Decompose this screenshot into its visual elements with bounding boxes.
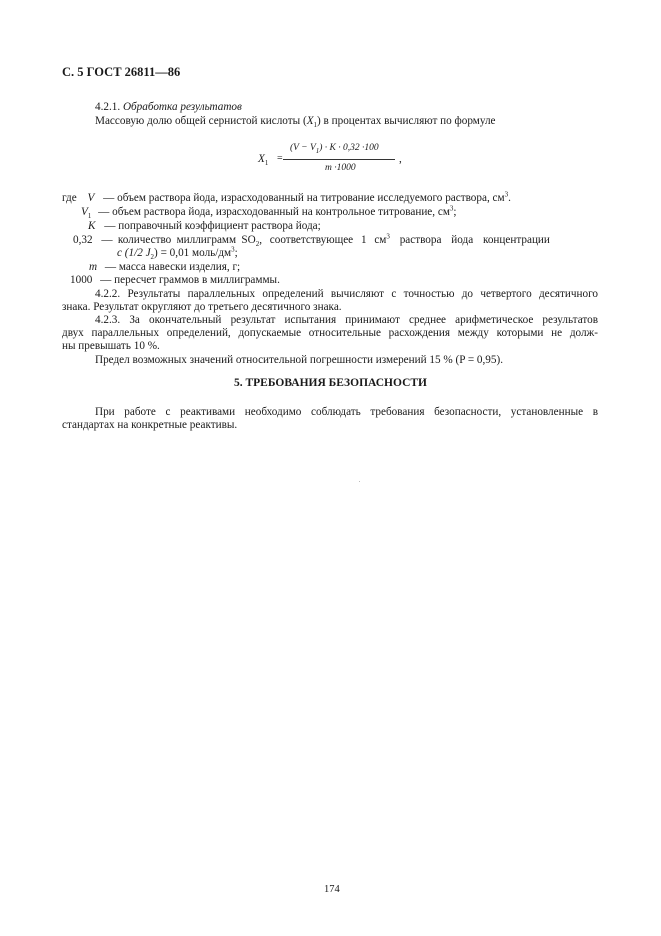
s423-limit: Предел возможных значений относительной погрешности измерений 15 % (P = 0,95). bbox=[95, 354, 504, 366]
page-header: С. 5 ГОСТ 26811—86 bbox=[62, 65, 181, 79]
section-4-2-1-heading bbox=[95, 100, 242, 114]
def-v1: $V_1$ — объем раствора йода, израсходованный на контрольное титрование, $см^3$; bbox=[81, 204, 457, 221]
formula-denominator: m ·1000 bbox=[325, 163, 356, 173]
fraction-bar bbox=[283, 159, 395, 160]
def-concentration: c (1/2 $J_2) = 0,01$ моль/$дм^3$; bbox=[117, 245, 238, 262]
scan-speck bbox=[359, 481, 360, 482]
s423-line2: двух параллельных определений, допускаемые относительные расхождения между которыми не долж- bbox=[62, 327, 598, 339]
def-1000: 1000 — пересчет граммов в миллиграммы. bbox=[70, 274, 280, 286]
formula-intro: Массовую долю общей сернистой кислоты $(X_1)$ в процентах вычисляют по формуле bbox=[95, 115, 496, 130]
def-v: где V — объем раствора йода, израсходованный на титрование исследуемого раствора, $см^3$. bbox=[62, 190, 511, 204]
formula-equals: = bbox=[277, 153, 283, 164]
def-m: m — масса навески изделия, г; bbox=[89, 261, 241, 273]
s423-line1: 4.2.3. За окончательный результат испытания принимают среднее арифметическое результатов bbox=[95, 314, 598, 326]
page-number: 174 bbox=[324, 884, 340, 895]
section-5-title: 5. ТРЕБОВАНИЯ БЕЗОПАСНОСТИ bbox=[233, 377, 428, 389]
section-number: 4.2.1. bbox=[95, 101, 121, 113]
formula-numerator: $(V - V_1) \cdot K \cdot 0,32 \cdot 100$ bbox=[290, 143, 379, 155]
s422-line1: 4.2.2. Результаты параллельных определений вычисляют с точностью до четвертого десятичного bbox=[95, 288, 598, 300]
def-k: K — поправочный коэффициент раствора йода; bbox=[88, 220, 321, 232]
def-0-32: 0,32 — количество миллиграмм $SO_2$, соответствующее 1 $см^3$ раствора йода концентрации bbox=[73, 232, 550, 249]
s423-line3: ны превышать 10 %. bbox=[62, 340, 160, 352]
section-title: Обработка результатов bbox=[122, 101, 242, 113]
section-5-line2: стандартах на конкретные реактивы. bbox=[62, 419, 238, 431]
s422-line2: знака. Результат округляют до третьего десятичного знака. bbox=[62, 301, 342, 313]
formula-lhs: $X_1$ bbox=[258, 153, 269, 168]
section-5-line1: При работе с реактивами необходимо соблюдать требования безопасности, установленные в bbox=[95, 406, 598, 418]
formula-comma: , bbox=[399, 153, 402, 165]
